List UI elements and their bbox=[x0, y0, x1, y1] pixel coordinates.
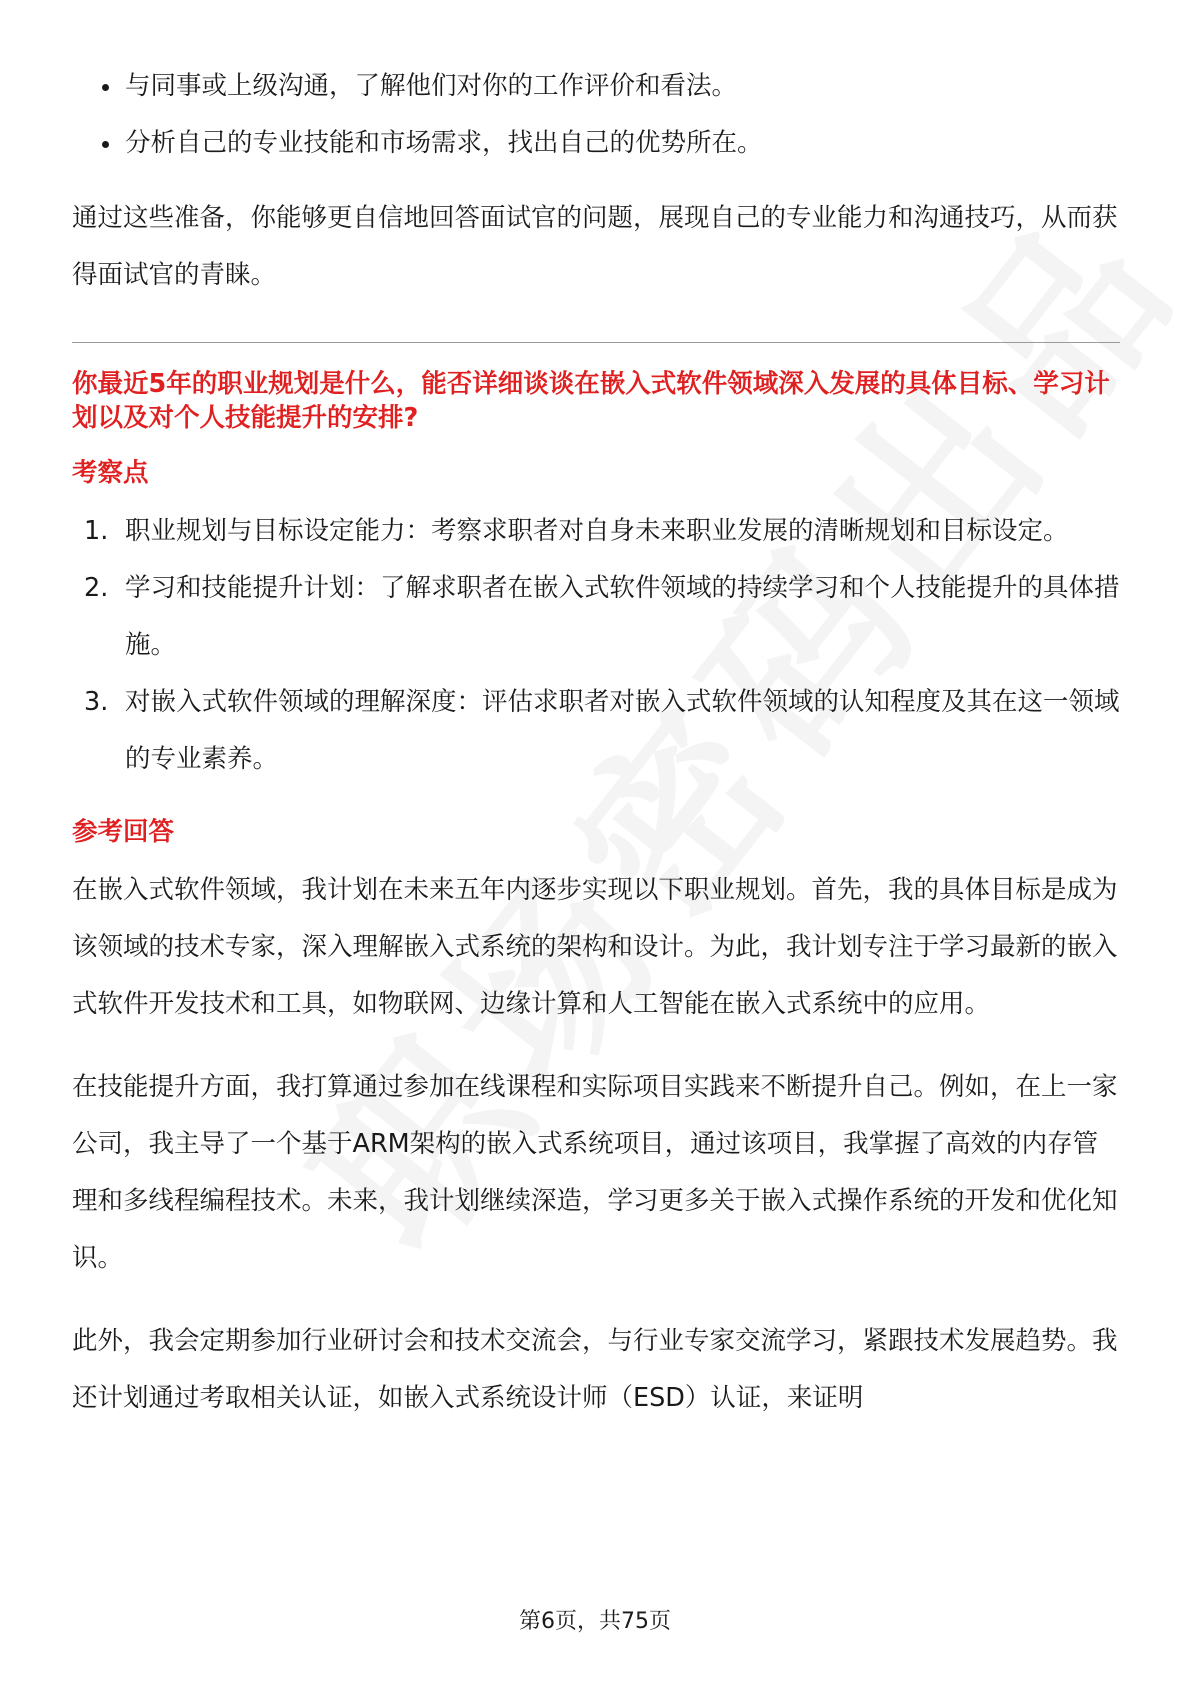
intro-paragraph: 通过这些准备，你能够更自信地回答面试官的问题，展现自己的专业能力和沟通技巧，从而获得面试官的青睐。 bbox=[72, 203, 1118, 290]
assessment-list bbox=[72, 503, 1120, 788]
list-item-text: 对嵌入式软件领域的理解深度：评估求职者对嵌入式软件领域的认知程度及其在这一领域的专业素养。 bbox=[125, 687, 1120, 774]
list-item bbox=[72, 503, 1120, 560]
list-number: 1. bbox=[84, 516, 109, 546]
assessment-heading: 考察点 bbox=[72, 458, 149, 488]
list-item-text: 学习和技能提升计划：了解求职者在嵌入式软件领域的持续学习和个人技能提升的具体措施。 bbox=[125, 573, 1120, 660]
list-item-text: 职业规划与目标设定能力：考察求职者对自身未来职业发展的清晰规划和目标设定。 bbox=[125, 516, 1069, 546]
list-item: 分析自己的专业技能和市场需求，找出自己的优势所在。 bbox=[72, 115, 1120, 172]
list-item: 与同事或上级沟通，了解他们对你的工作评价和看法。 bbox=[72, 58, 1120, 115]
list-number: 3. bbox=[84, 687, 109, 717]
intro-bullet-list bbox=[72, 58, 1120, 172]
section-divider bbox=[72, 342, 1120, 343]
answer-paragraph: 此外，我会定期参加行业研讨会和技术交流会，与行业专家交流学习，紧跟技术发展趋势。我还计划通过考取相关认证，如嵌入式系统设计师（ESD）认证，来证明 bbox=[72, 1326, 1118, 1413]
list-item bbox=[72, 560, 1120, 674]
page-footer: 第6页，共75页 bbox=[519, 1609, 671, 1634]
answer-paragraph: 在嵌入式软件领域，我计划在未来五年内逐步实现以下职业规划。首先，我的具体目标是成为该领域的技术专家，深入理解嵌入式系统的架构和设计。为此，我计划专注于学习最新的嵌入式软件开发技术和工具，如物联网、边缘计算和人工智能在嵌入式系统中的应用。 bbox=[72, 875, 1118, 1019]
answer-paragraph: 在技能提升方面，我打算通过参加在线课程和实际项目实践来不断提升自己。例如，在上一家公司，我主导了一个基于ARM架构的嵌入式系统项目，通过该项目，我掌握了高效的内存管理和多线程编程技术。未来，我计划继续深造，学习更多关于嵌入式操作系统的开发和优化知识。 bbox=[72, 1072, 1118, 1273]
list-number: 2. bbox=[84, 573, 109, 603]
question-title: 你最近5年的职业规划是什么，能否详细谈谈在嵌入式软件领域深入发展的具体目标、学习计划以及对个人技能提升的安排? bbox=[72, 369, 1110, 433]
page-content bbox=[72, 58, 1120, 1427]
list-item bbox=[72, 674, 1120, 788]
answer-heading: 参考回答 bbox=[72, 817, 175, 847]
